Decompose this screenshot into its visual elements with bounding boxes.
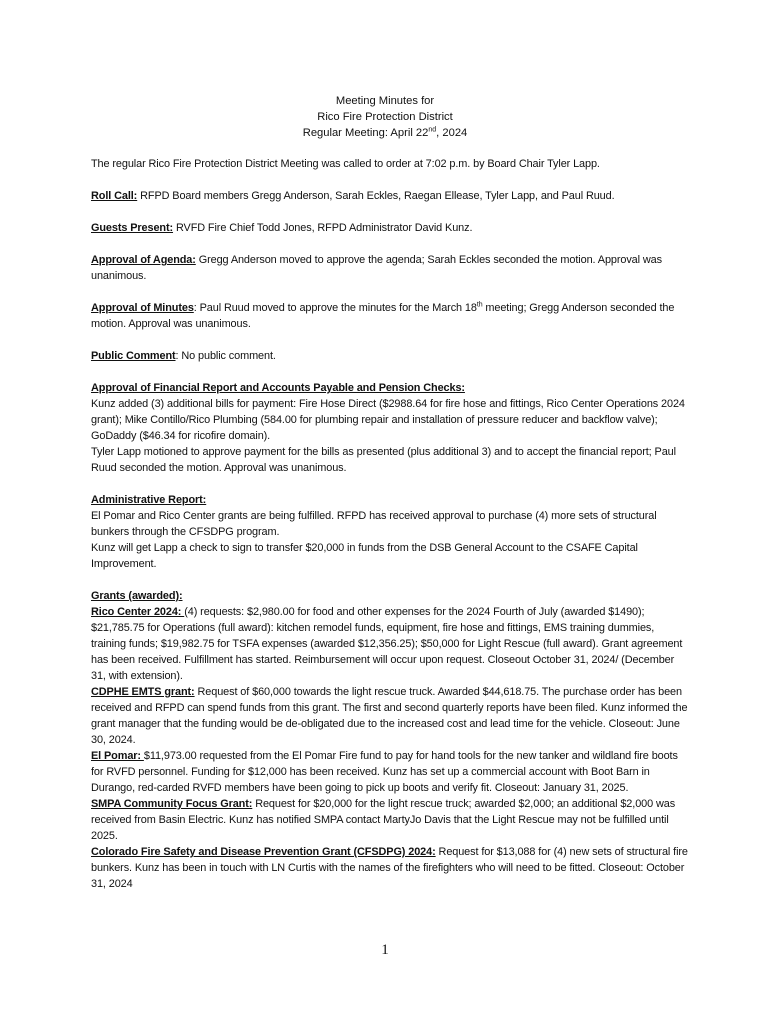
grant-text: Request for $13,088 for (4) new sets of structural fire bunkers. Kunz has been in touch with LN Curtis with the names of the firefighters who will need to be fitted. Closeout: October 31, 2024 — [91, 846, 688, 890]
public-comment-label: Public Comment — [91, 350, 176, 362]
meeting-date-prefix: Regular Meeting: April 22 — [302, 127, 429, 139]
header-line-1: Meeting Minutes for — [335, 95, 435, 107]
grant-text: Request of $60,000 towards the light rescue truck. Awarded $44,618.75. The purchase order has been received and RFPD can spend funds from this grant. The first and second quarterly reports have been filed. Kunz informed the grant manager that the funding would be de-obligated due to the increased cost and lead time for the vehicle. Closeout: June 30, 2024. — [91, 686, 688, 746]
grant-label: Rico Center 2024: — [91, 606, 185, 618]
guests-text: RVFD Fire Chief Todd Jones, RFPD Administrator David Kunz. — [173, 222, 473, 234]
grant-label: Colorado Fire Safety and Disease Prevention Grant (CFSDPG) 2024: — [91, 846, 436, 858]
meeting-header — [0, 93, 770, 141]
date-ordinal-suffix: nd — [428, 126, 437, 134]
public-comment-text: : No public comment. — [175, 350, 276, 362]
minutes-ordinal-suffix: th — [476, 301, 483, 309]
meeting-date-year: , 2024 — [436, 127, 468, 139]
public-comment-section — [91, 348, 691, 364]
grant-item — [91, 748, 691, 796]
grant-text: $11,973.00 requested from the El Pomar Fire fund to pay for hand tools for the new tanker and wildland fire boots for RVFD personnel. Funding for $12,000 has been received. Kunz has set up a commercial account with Boot Barn in Durango, red-carded RVFD members have been going to pick up boots and verify fit. Closeout: January 31, 2025. — [91, 750, 678, 794]
minutes-body — [91, 156, 691, 892]
header-line-3 — [0, 125, 770, 141]
roll-call-text: RFPD Board members Gregg Anderson, Sarah Eckles, Raegan Ellease, Tyler Lapp, and Paul Ruud. — [137, 190, 615, 202]
header-line-2: Rico Fire Protection District — [317, 111, 453, 123]
grant-label: CDPHE EMTS grant: — [91, 686, 195, 698]
grant-label: SMPA Community Focus Grant: — [91, 798, 253, 810]
financial-heading: Approval of Financial Report and Accounts Payable and Pension Checks: — [91, 382, 465, 394]
minutes-label: Approval of Minutes — [91, 302, 194, 314]
grant-text: (4) requests: $2,980.00 for food and other expenses for the 2024 Fourth of July (awarded $1490); $21,785.75 for Operations (full award): kitchen remodel funds, equipment, fire hose and fittings, EMS training dummies, training funds; $19,982.75 for TSFA expenses (awarded $12,356.25); $50,000 for Light Rescue (full award). Grant agreement has been received. Fulfillment has started. Reimbursement will occur upon request. Closeout October 31, 2024/ (December 31, with extension). — [91, 606, 683, 682]
grant-text: Request for $20,000 for the light rescue truck; awarded $2,000; an additional $2,000 was received from Basin Electric. Kunz has notified SMPA contact MartyJo Davis that the Light Rescue may not be fulfilled until 2025. — [91, 798, 676, 842]
agenda-label: Approval of Agenda: — [91, 254, 196, 266]
roll-call-label: Roll Call: — [91, 190, 138, 202]
agenda-text: Gregg Anderson moved to approve the agenda; Sarah Eckles seconded the motion. Approval was unanimous. — [91, 254, 662, 282]
admin-paragraph-2: Kunz will get Lapp a check to sign to transfer $20,000 in funds from the DSB General Account to the CSAFE Capital Improvement. — [91, 542, 638, 570]
page-number: 1 — [381, 942, 389, 958]
admin-paragraph-1: El Pomar and Rico Center grants are being fulfilled. RFPD has received approval to purchase (4) more sets of structural bunkers through the CFSDPG program. — [91, 510, 657, 538]
financial-paragraph-1: Kunz added (3) additional bills for payment: Fire Hose Direct ($2988.64 for fire hose and fittings, Rico Center Operations 2024 grant); Mike Contillo/Rico Plumbing (584.00 for plumbing repair and installation of pressure reducer and backflow valve); GoDaddy ($46.34 for ricofire domain). — [91, 398, 685, 442]
grant-label: El Pomar: — [91, 750, 144, 762]
guests-section — [91, 220, 691, 236]
grant-item — [91, 796, 691, 844]
roll-call-section — [91, 188, 691, 204]
grant-item — [91, 604, 691, 684]
grants-heading: Grants (awarded): — [91, 590, 183, 602]
grant-item — [91, 844, 691, 892]
minutes-section — [91, 300, 691, 332]
guests-label: Guests Present: — [91, 222, 174, 234]
financial-paragraph-2: Tyler Lapp motioned to approve payment for the bills as presented (plus additional 3) and to accept the financial report; Paul Ruud seconded the motion. Approval was unanimous. — [91, 446, 676, 474]
agenda-section — [91, 252, 691, 284]
admin-heading: Administrative Report: — [91, 494, 207, 506]
intro-paragraph: The regular Rico Fire Protection District Meeting was called to order at 7:02 p.m. by Board Chair Tyler Lapp. — [91, 158, 600, 170]
minutes-text-a: : Paul Ruud moved to approve the minutes for the March 18 — [193, 302, 477, 314]
minutes-text-b: meeting; Gregg Anderson seconded the motion. Approval was unanimous. — [91, 302, 675, 330]
grant-item — [91, 684, 691, 748]
